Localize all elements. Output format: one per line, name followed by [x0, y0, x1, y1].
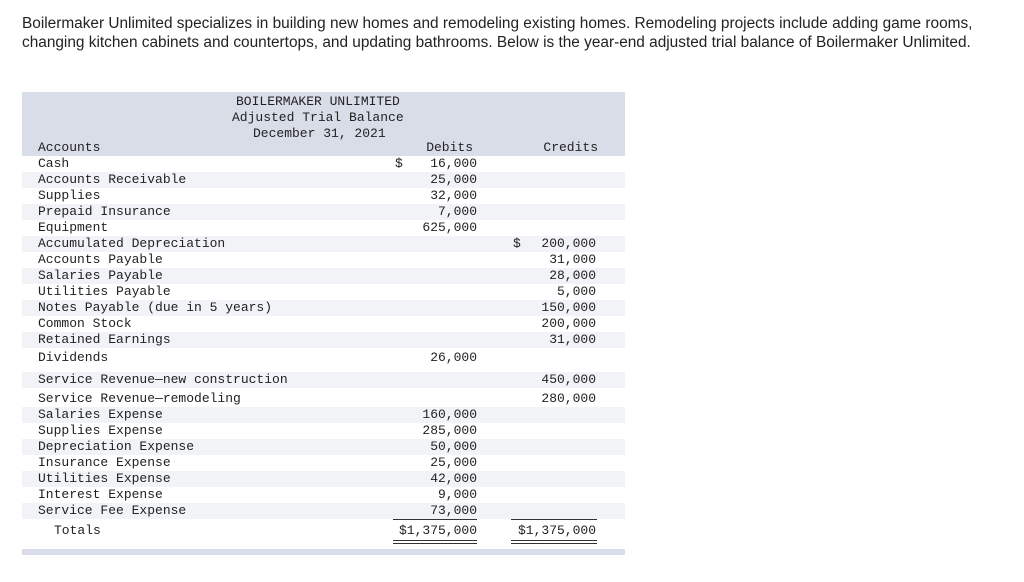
account-name: Accumulated Depreciation	[38, 236, 226, 251]
debit-underline	[393, 519, 477, 520]
debit-amount: 26,000	[430, 350, 477, 365]
company-name: BOILERMAKER UNLIMITED	[236, 94, 400, 109]
credit-amount: 31,000	[549, 252, 596, 267]
debit-amount: 25,000	[430, 172, 477, 187]
credit-amount: 280,000	[541, 391, 596, 406]
credit-amount: 5,000	[556, 284, 596, 299]
table-row	[22, 350, 625, 366]
accounts-header: Accounts	[38, 140, 101, 155]
debits-header: Debits	[426, 140, 473, 155]
account-name: Notes Payable (due in 5 years)	[38, 300, 273, 315]
account-name: Salaries Expense	[38, 407, 163, 422]
table-row	[22, 423, 625, 439]
account-name: Service Fee Expense	[38, 503, 187, 518]
problem-intro: Boilermaker Unlimited specializes in building new homes and remodeling existing homes. Remodeling projects include adding game rooms, changing kitchen cabinets and countertops, and updating bathrooms. Below is the year-end adjusted trial balance of Boilermaker Unlimited.	[22, 15, 973, 51]
account-name: Interest Expense	[38, 487, 163, 502]
table-row	[22, 316, 625, 332]
debit-amount: 9,000	[437, 487, 477, 502]
trial-balance-panel	[22, 92, 625, 555]
table-row	[22, 487, 625, 503]
table-row	[22, 407, 625, 423]
credit-underline	[511, 519, 597, 520]
account-name: Prepaid Insurance	[38, 204, 171, 219]
table-row	[22, 391, 625, 407]
account-name: Utilities Payable	[38, 284, 171, 299]
debit-amount: 16,000	[430, 156, 477, 171]
account-name: Supplies Expense	[38, 423, 163, 438]
statement-date: December 31, 2021	[253, 126, 386, 141]
panel-bottom-bar	[22, 549, 625, 555]
account-name: Equipment	[38, 220, 109, 235]
column-headers	[22, 140, 625, 156]
account-name: Dividends	[38, 350, 109, 365]
account-name: Salaries Payable	[38, 268, 163, 283]
table-row	[22, 188, 625, 204]
credits-header: Credits	[543, 140, 598, 155]
account-name: Supplies	[38, 188, 101, 203]
debit-amount: 25,000	[430, 455, 477, 470]
credit-amount: 28,000	[549, 268, 596, 283]
table-row	[22, 300, 625, 316]
table-row	[22, 284, 625, 300]
debit-amount: 625,000	[422, 220, 477, 235]
table-row	[22, 236, 625, 252]
credit-amount: 200,000	[541, 316, 596, 331]
totals-label: Totals	[54, 523, 101, 538]
credit-amount: 31,000	[549, 332, 596, 347]
table-row	[22, 268, 625, 284]
account-name: Service Revenue—remodeling	[38, 391, 241, 406]
debit-amount: 7,000	[437, 204, 477, 219]
table-row	[22, 455, 625, 471]
debit-amount: 160,000	[422, 407, 477, 422]
account-name: Retained Earnings	[38, 332, 171, 347]
credit-amount: 150,000	[541, 300, 596, 315]
debit-amount: 50,000	[430, 439, 477, 454]
credit-dollar-sign: $	[513, 236, 521, 251]
totals-row	[22, 523, 625, 539]
table-row	[22, 156, 625, 172]
debit-amount: 42,000	[430, 471, 477, 486]
debit-double-underline	[393, 540, 477, 544]
table-row	[22, 439, 625, 455]
account-name: Common Stock	[38, 316, 132, 331]
debit-amount: 285,000	[422, 423, 477, 438]
account-name: Insurance Expense	[38, 455, 171, 470]
account-name: Accounts Payable	[38, 252, 163, 267]
account-name: Depreciation Expense	[38, 439, 195, 454]
table-row	[22, 252, 625, 268]
debit-dollar-sign: $	[395, 156, 403, 171]
credit-amount: 450,000	[541, 372, 596, 387]
totals-credit: $1,375,000	[517, 523, 596, 538]
debit-amount: 32,000	[430, 188, 477, 203]
credit-amount: 200,000	[541, 236, 596, 251]
credit-double-underline	[511, 540, 597, 544]
table-row	[22, 332, 625, 348]
totals-debit: $1,375,000	[398, 523, 477, 538]
debit-amount: 73,000	[430, 503, 477, 518]
table-row	[22, 172, 625, 188]
table-row	[22, 503, 625, 519]
table-row	[22, 372, 625, 388]
table-row	[22, 204, 625, 220]
table-row	[22, 220, 625, 236]
account-name: Accounts Receivable	[38, 172, 187, 187]
account-name: Service Revenue—new construction	[38, 372, 288, 387]
account-name: Utilities Expense	[38, 471, 171, 486]
table-row	[22, 471, 625, 487]
account-name: Cash	[38, 156, 70, 171]
statement-title: Adjusted Trial Balance	[232, 110, 404, 125]
